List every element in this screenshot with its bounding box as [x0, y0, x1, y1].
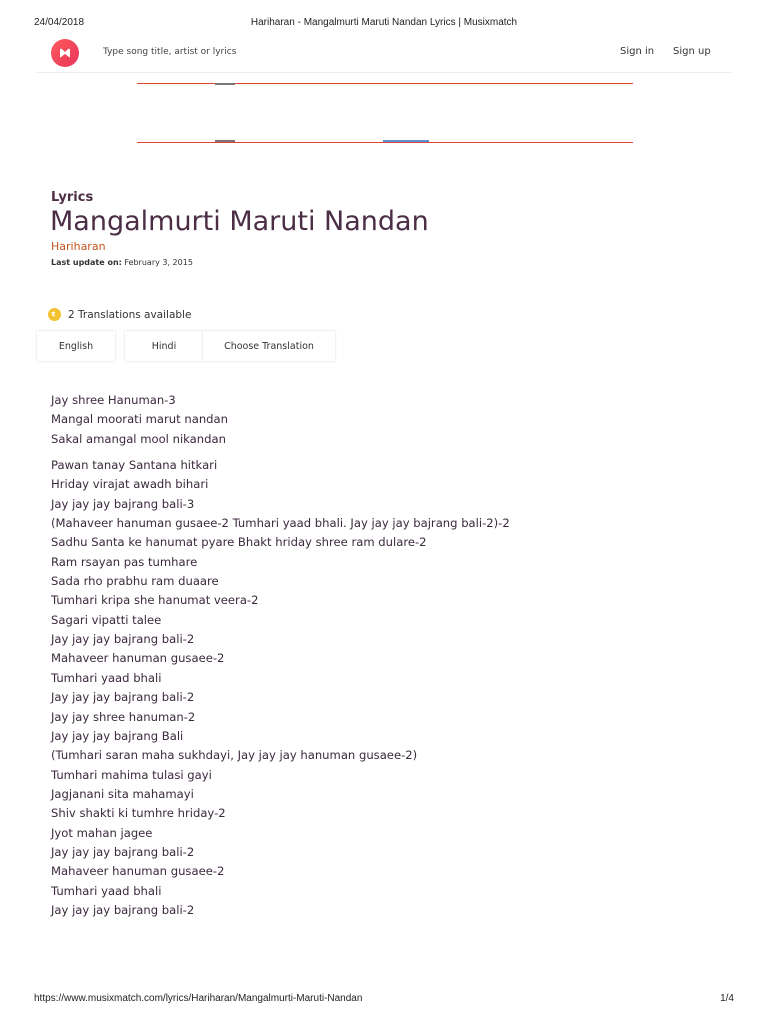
translations-count-text: 2 Translations available [68, 308, 192, 321]
print-footer [0, 993, 768, 1007]
lyrics-stanza-2 [51, 456, 731, 920]
lyric-line: Sakal amangal mool nikandan [51, 431, 226, 446]
lyrics-stanza-1 [51, 391, 731, 449]
lyric-line: (Tumhari saran maha sukhdayi, Jay jay jay hanuman gusaee-2) [51, 748, 418, 763]
lyric-line: Jay jay shree hanuman-2 [51, 709, 196, 724]
lyric-line: Tumhari yaad bhali [51, 883, 162, 898]
ad-artifact [383, 140, 429, 142]
stanza-gap [51, 449, 731, 456]
print-date: 24/04/2018 [34, 17, 85, 28]
print-page-url: https://www.musixmatch.com/lyrics/Hariharan/Mangalmurti-Maruti-Nandan [34, 993, 363, 1004]
sign-in-link[interactable]: Sign in [620, 46, 655, 57]
translation-globe-icon [48, 308, 61, 321]
lyric-line: Jay shree Hanuman-3 [51, 393, 176, 407]
sign-up-link[interactable]: Sign up [673, 46, 711, 57]
lyrics-body [51, 391, 731, 920]
lyric-line: Shiv shakti ki tumhre hriday-2 [51, 806, 226, 821]
ad-artifact [215, 83, 235, 85]
logo-m-glyph-icon [57, 45, 73, 61]
translation-english-button[interactable]: English [37, 331, 115, 361]
section-label-lyrics: Lyrics [51, 190, 94, 205]
lyric-line: Jay jay jay bajrang bali-2 [51, 632, 195, 647]
lyric-line: Jay jay jay bajrang bali-3 [51, 496, 195, 511]
lyric-line: Pawan tanay Santana hitkari [51, 458, 218, 473]
lyric-line: Jyot mahan jagee [51, 825, 153, 840]
lyric-line: Ram rsayan pas tumhare [51, 554, 198, 569]
musixmatch-logo-icon[interactable] [51, 39, 79, 67]
lyric-line: Jay jay jay bajrang bali-2 [51, 844, 195, 859]
top-navigation-bar [37, 32, 731, 73]
lyric-line: Tumhari yaad bhali [51, 670, 162, 685]
lyric-line: Mangal moorati marut nandan [51, 412, 228, 427]
print-page-number: 1/4 [720, 993, 734, 1004]
lyric-line: Jay jay jay bajrang bali-2 [51, 690, 195, 705]
translation-glyph-icon [50, 310, 59, 319]
lyric-line: Tumhari mahima tulasi gayi [51, 767, 212, 782]
ad-artifact [215, 140, 235, 142]
choose-translation-button[interactable]: Choose Translation [203, 331, 335, 361]
lyric-line: (Mahaveer hanuman gusaee-2 Tumhari yaad bhali. Jay jay jay bajrang bali-2)-2 [51, 516, 510, 531]
print-header [0, 17, 768, 31]
print-page-title: Hariharan - Mangalmurti Maruti Nandan Lyrics | Musixmatch [250, 17, 518, 28]
lyric-line: Jay jay jay bajrang Bali [51, 728, 184, 743]
last-update-date: February 3, 2015 [124, 258, 193, 267]
last-update [51, 258, 193, 267]
lyric-line: Mahaveer hanuman gusaee-2 [51, 864, 225, 879]
lyric-line: Sada rho prabhu ram duaare [51, 574, 219, 589]
lyric-line: Sagari vipatti talee [51, 612, 162, 627]
lyric-line: Tumhari kripa she hanumat veera-2 [51, 593, 259, 608]
ad-banner[interactable] [137, 83, 633, 143]
lyric-line: Hriday virajat awadh bihari [51, 477, 209, 492]
artist-link[interactable]: Hariharan [51, 240, 106, 253]
song-title: Mangalmurti Maruti Nandan [50, 206, 429, 237]
lyric-line: Jay jay jay bajrang bali-2 [51, 902, 195, 917]
lyric-line: Mahaveer hanuman gusaee-2 [51, 651, 225, 666]
translations-available [48, 308, 191, 321]
lyric-line: Sadhu Santa ke hanumat pyare Bhakt hriday shree ram dulare-2 [51, 535, 427, 550]
lyric-line: Jagjanani sita mahamayi [51, 786, 194, 801]
last-update-label: Last update on: [51, 258, 122, 267]
translation-hindi-button[interactable]: Hindi [125, 331, 203, 361]
search-input[interactable] [103, 44, 403, 60]
